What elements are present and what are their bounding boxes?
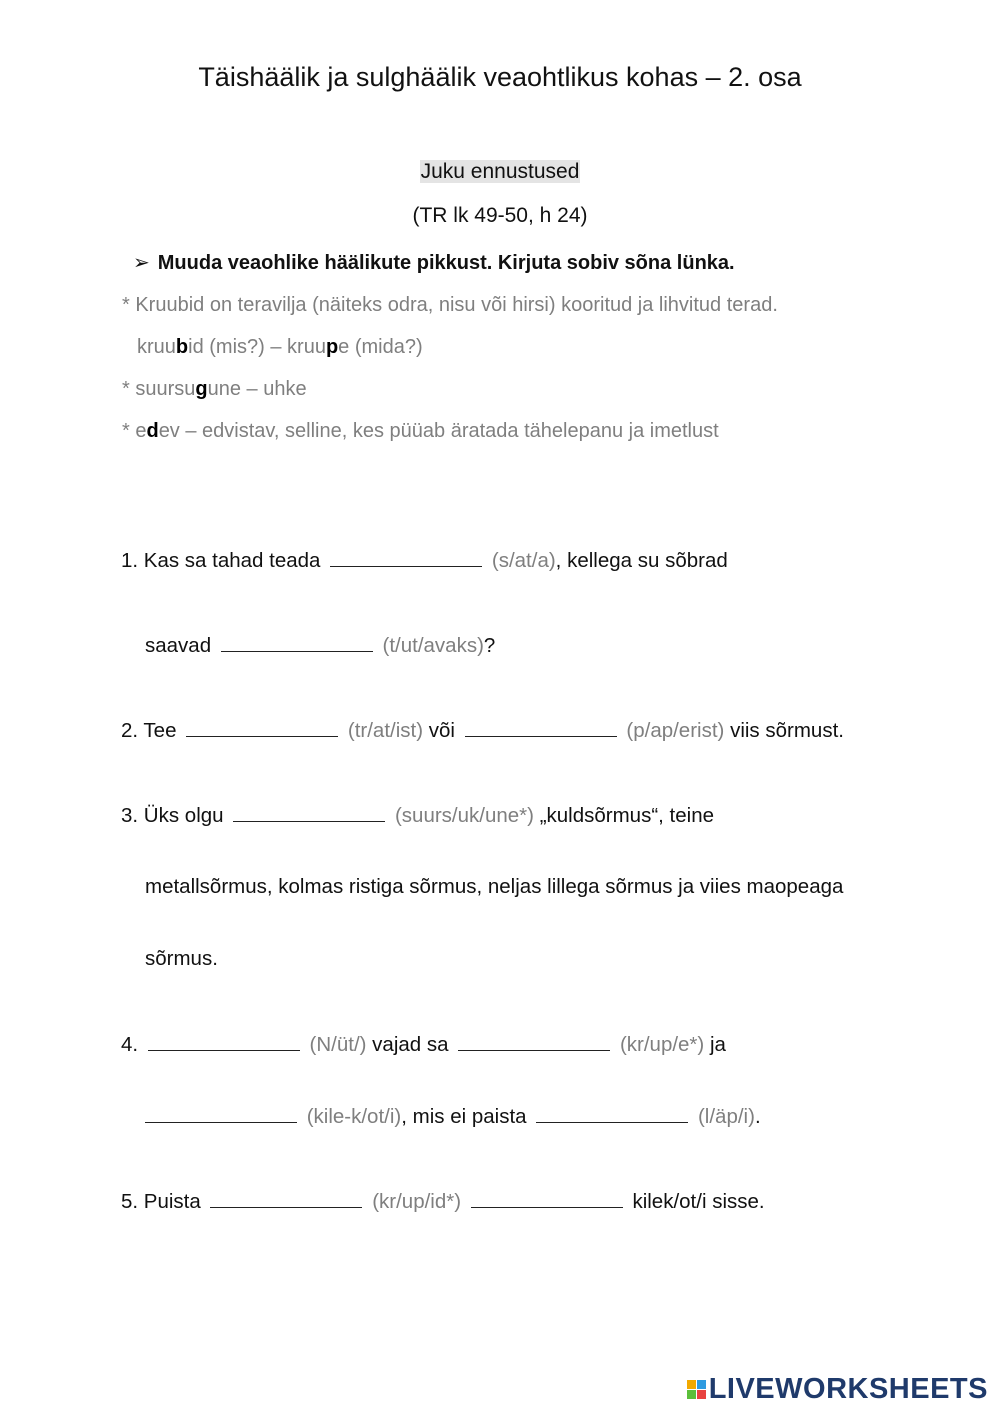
exercise-text: . [754, 1105, 761, 1128]
word-hint: (s/at/a) [491, 549, 556, 572]
answer-blank-2b[interactable] [465, 718, 617, 737]
instruction [133, 250, 735, 275]
word-hint: (kr/up/id*) [372, 1190, 462, 1213]
logo-text: LIVEWORKSHEETS [708, 1373, 988, 1405]
word-hint: (kile-k/ot/i) [306, 1105, 402, 1128]
word-hint: (tr/at/ist) [347, 719, 424, 742]
gloss-highlight: d [146, 420, 159, 442]
gloss-text: * e [122, 420, 147, 442]
gloss-text: ev – edvistav, selline, kes püüab äratada tähelepanu ja imetlust [158, 420, 719, 442]
exercise-text: „kuldsõrmus“, teine [539, 804, 714, 827]
word-hint: (p/ap/erist) [626, 719, 725, 742]
exercise-1-line-2 [145, 633, 495, 658]
gloss-line-1: * Kruubid on teravilja (näiteks odra, nisu või hirsi) kooritud ja lihvitud terad. [122, 294, 778, 316]
subtitle-text: Juku ennustused [420, 160, 580, 183]
exercise-text: 1. Kas sa tahad teada [121, 549, 321, 572]
exercise-text: või [428, 719, 455, 742]
gloss-text: * suursu [122, 378, 196, 400]
exercise-text: 4. [121, 1033, 139, 1056]
exercise-3-line-1 [121, 803, 714, 828]
word-hint: (suurs/uk/une*) [394, 804, 534, 827]
exercise-text: 5. Puista [121, 1190, 201, 1213]
exercise-text: , mis ei paista [401, 1105, 527, 1128]
exercise-text: viis sõrmust. [730, 719, 844, 742]
gloss-text: e (mida?) [338, 336, 423, 358]
liveworksheets-logo-icon [687, 1380, 706, 1399]
exercise-text: 3. Üks olgu [121, 804, 224, 827]
exercise-3-line-3: sõrmus. [145, 947, 218, 970]
exercise-3-line-2: metallsõrmus, kolmas ristiga sõrmus, neljas lillega sõrmus ja viies maopeaga [145, 875, 844, 898]
exercise-4-line-2 [141, 1104, 761, 1129]
answer-blank-4a[interactable] [148, 1032, 300, 1051]
word-hint: (N/üt/) [309, 1033, 367, 1056]
answer-blank-4b[interactable] [458, 1032, 610, 1051]
answer-blank-5a[interactable] [210, 1189, 362, 1208]
exercise-2-line-1 [121, 718, 844, 743]
liveworksheets-logo [687, 1373, 988, 1406]
logo-square [687, 1380, 696, 1389]
subtitle [0, 160, 1000, 184]
exercise-text: , kellega su sõbrad [555, 549, 728, 572]
word-hint: (kr/up/e*) [619, 1033, 705, 1056]
arrow-bullet-icon: ➢ [133, 252, 150, 274]
gloss-line-3 [122, 378, 307, 401]
logo-square [697, 1390, 706, 1399]
answer-blank-1b[interactable] [221, 633, 373, 652]
answer-blank-2a[interactable] [186, 718, 338, 737]
exercise-5-line-1 [121, 1189, 765, 1214]
gloss-highlight: b [175, 336, 189, 358]
answer-blank-1a[interactable] [330, 548, 482, 567]
word-hint: (l/äp/i) [697, 1105, 755, 1128]
exercise-4-line-1 [121, 1032, 726, 1057]
gloss-line-4 [122, 420, 719, 443]
exercise-text: ? [483, 634, 496, 657]
answer-blank-4d[interactable] [536, 1104, 688, 1123]
exercise-text: kilek/ot/i sisse. [632, 1190, 765, 1213]
exercise-text: saavad [145, 634, 212, 657]
gloss-text: kruu [137, 336, 176, 358]
gloss-text: une – uhke [207, 378, 307, 400]
gloss-highlight: g [195, 378, 208, 400]
exercise-text: vajad sa [372, 1033, 449, 1056]
exercise-text: ja [709, 1033, 726, 1056]
instruction-text: Muuda veaohlike häälikute pikkust. Kirjuta sobiv sõna lünka. [157, 252, 735, 274]
exercise-1-line-1 [121, 548, 728, 573]
gloss-line-2 [137, 336, 423, 359]
answer-blank-4c[interactable] [145, 1104, 297, 1123]
gloss-text: id (mis?) – kruu [188, 336, 326, 358]
page-title: Täishäälik ja sulghäälik veaohtlikus kohas – 2. osa [198, 62, 802, 92]
logo-square [697, 1380, 706, 1389]
exercise-text: 2. Tee [121, 719, 177, 742]
gloss-highlight: p [325, 336, 339, 358]
answer-blank-3a[interactable] [233, 803, 385, 822]
answer-blank-5b[interactable] [471, 1189, 623, 1208]
word-hint: (t/ut/avaks) [382, 634, 484, 657]
textbook-reference: (TR lk 49-50, h 24) [412, 204, 588, 227]
logo-square [687, 1390, 696, 1399]
